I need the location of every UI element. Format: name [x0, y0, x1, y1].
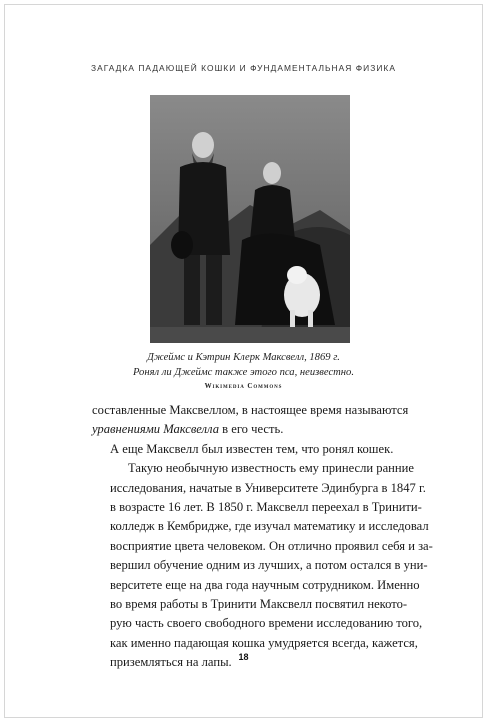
- text-line: в возрасте 16 лет. В 1850 г. Максвелл переехал в Тринити-: [110, 500, 422, 515]
- body-text: [92, 401, 433, 673]
- text-line: [92, 420, 394, 439]
- paragraph: [92, 401, 409, 440]
- text-line: вершил обучение одним из лучших, а потом остался в уни-: [110, 558, 428, 573]
- text-line: составленные Максвеллом, в настоящее время называются: [92, 403, 409, 417]
- page-number: 18: [238, 652, 249, 662]
- caption-line: Ронял ли Джеймс также этого пса, неизвестно.: [132, 367, 355, 378]
- text-line: во время работы в Тринити Максвелл посвятил некото-: [110, 597, 408, 612]
- text-line: восприятие цвета человеком. Он отлично проявил себя и за-: [110, 538, 433, 553]
- text-line: исследования, начатые в Университете Эдинбурга в 1847 г.: [110, 480, 426, 495]
- text-line: колледж в Кембридже, где изучал математику и исследовал: [110, 519, 429, 534]
- photo-caption: [60, 350, 427, 380]
- paragraph: [92, 440, 394, 459]
- photo-credit: Wikimedia Commons: [204, 382, 283, 390]
- text-line: А еще Максвелл был известен тем, что ронял кошек.: [110, 441, 394, 456]
- text-line-tail: в его честь.: [219, 422, 284, 437]
- emphasis: уравнениями Максвелла: [92, 422, 219, 437]
- paragraph: [92, 459, 433, 672]
- caption-line: Джеймс и Кэтрин Клерк Максвелл, 1869 г.: [147, 352, 340, 363]
- text-line: как именно падающая кошка умудряется всегда, кажется,: [110, 635, 418, 650]
- text-line: Такую необычную известность ему принесли ранние: [128, 461, 414, 476]
- photograph: [150, 95, 350, 343]
- text-line: приземляться на лапы.: [110, 655, 232, 670]
- running-head: ЗАГАДКА ПАДАЮЩЕЙ КОШКИ И ФУНДАМЕНТАЛЬНАЯ ФИЗИКА: [91, 63, 396, 73]
- text-line: верситете еще на два года научным сотрудником. Именно: [110, 577, 420, 592]
- text-line: рую часть своего свободного времени исследованию того,: [110, 616, 423, 631]
